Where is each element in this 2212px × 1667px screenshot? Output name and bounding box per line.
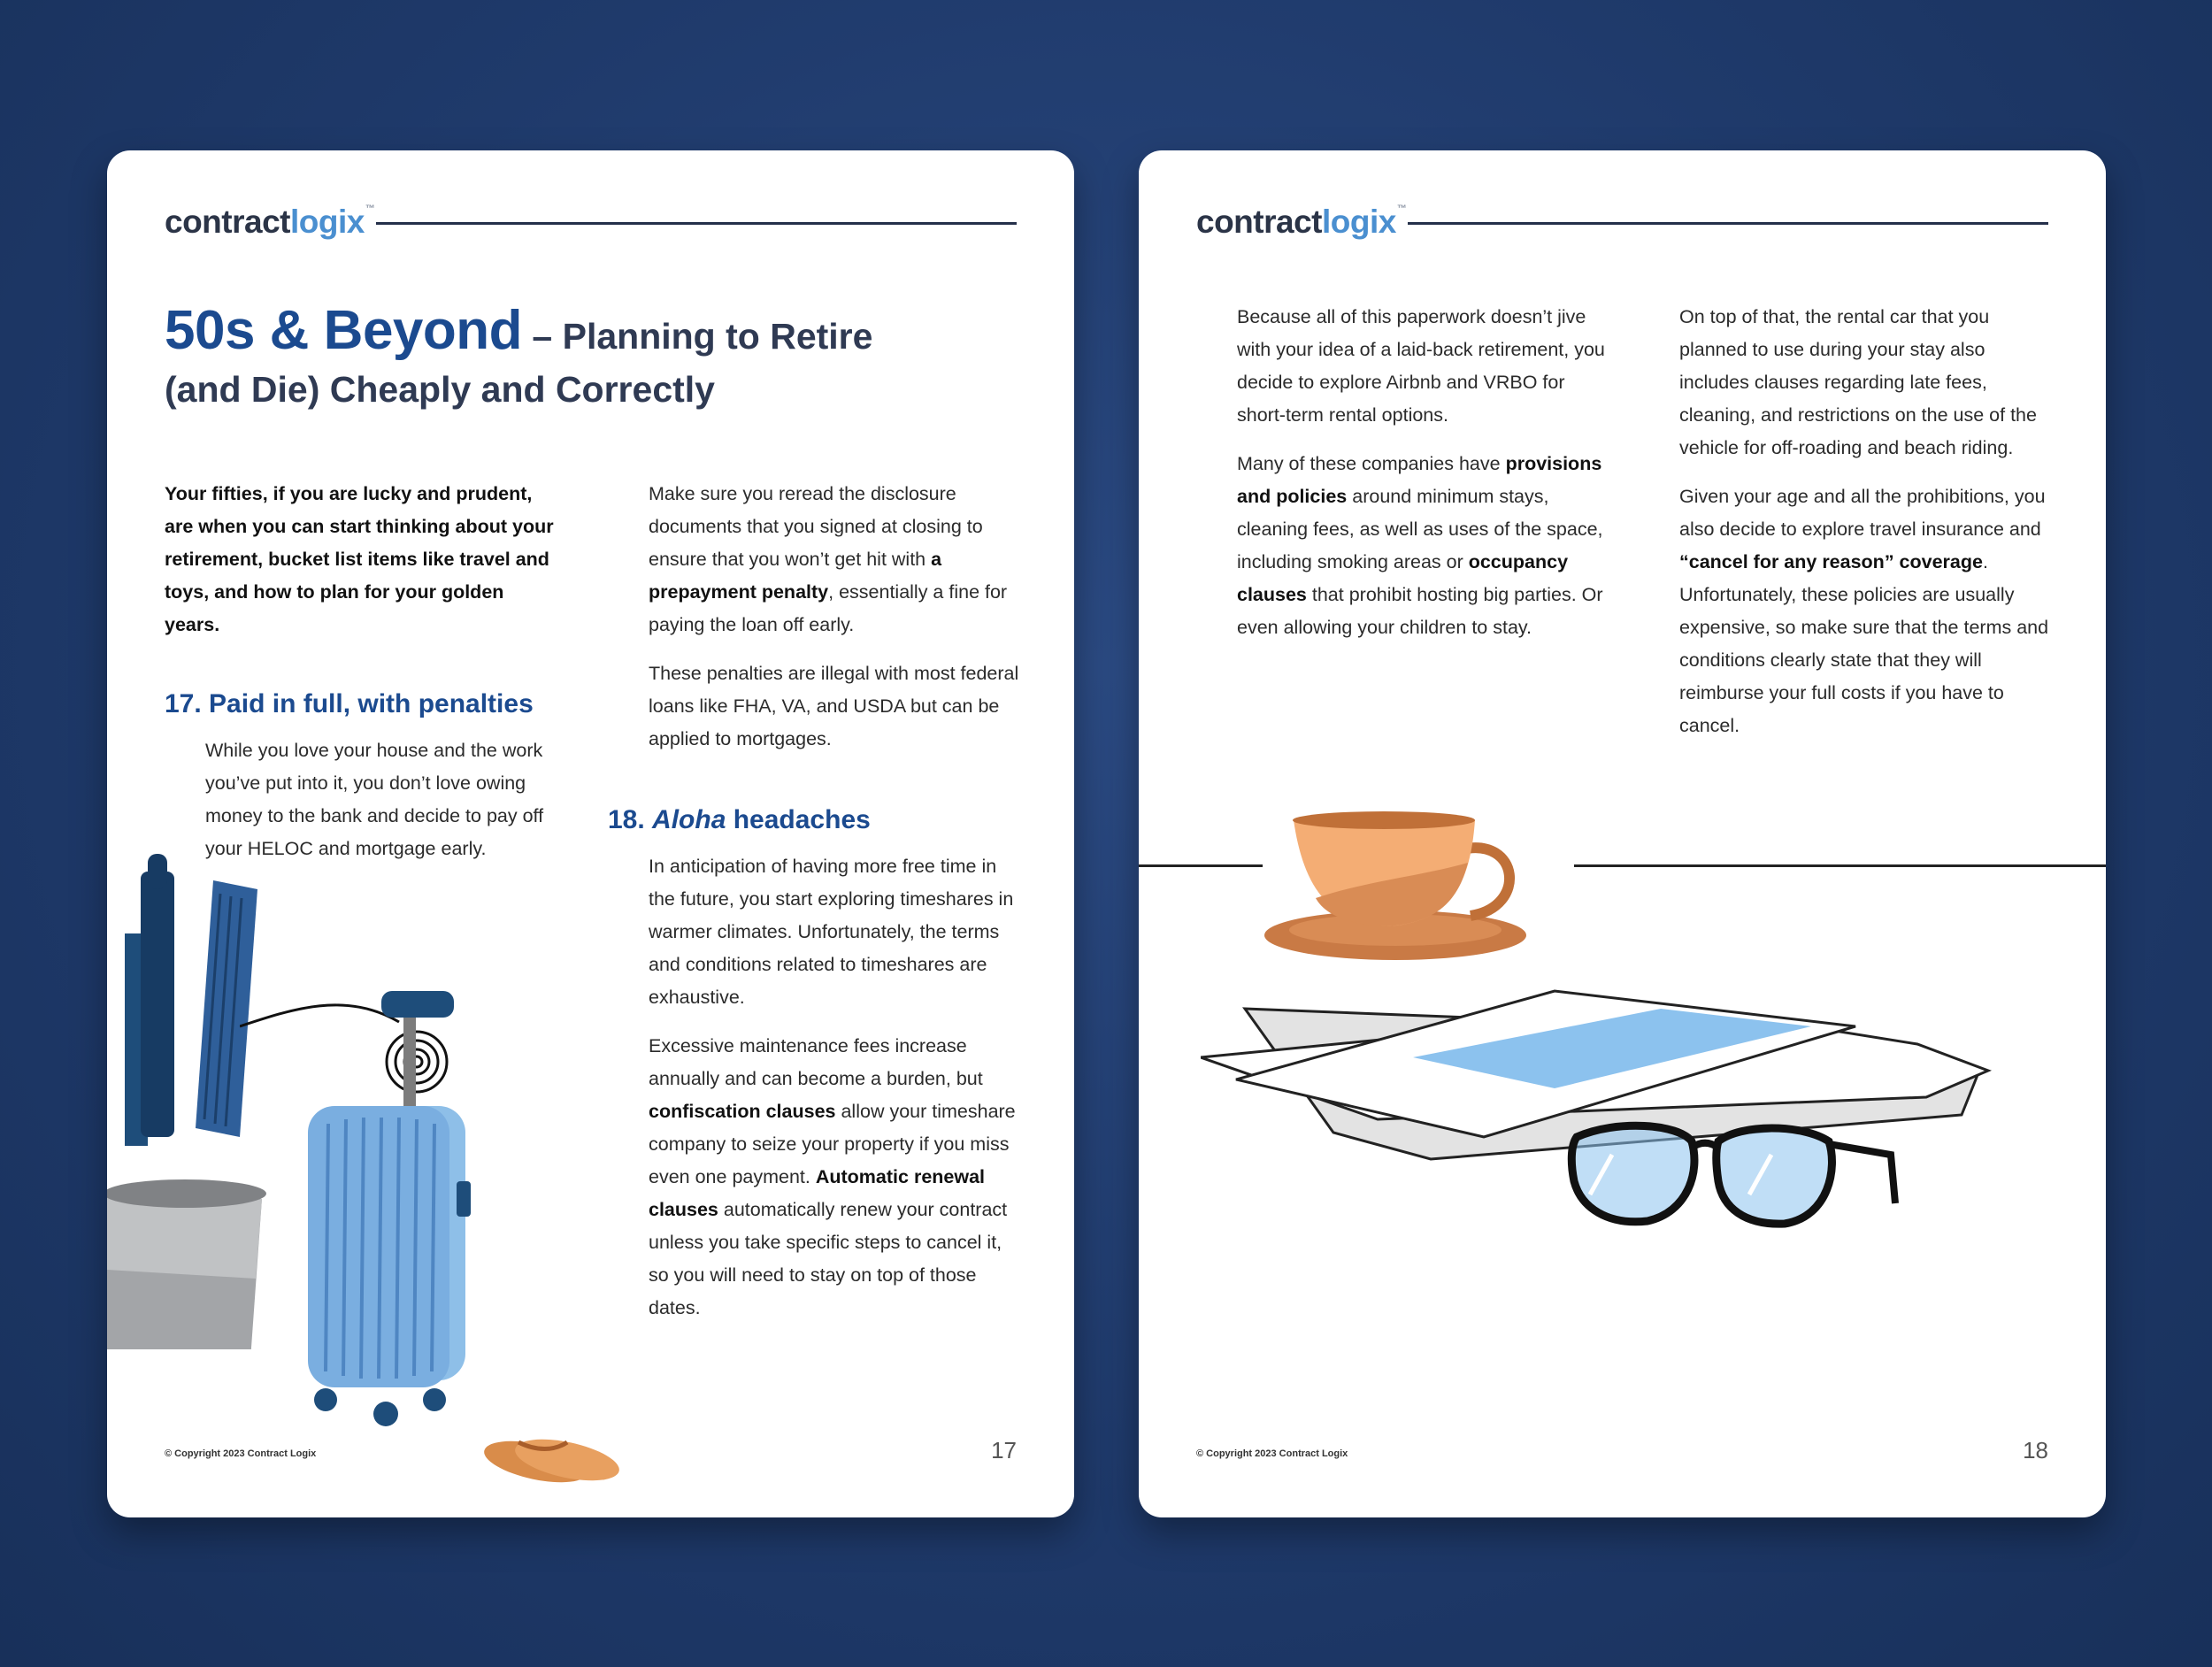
flip-flops-icon: [483, 1425, 625, 1495]
page-number: 18: [2023, 1437, 2048, 1463]
intro-paragraph: Your fifties, if you are lucky and prudent, are when you can start thinking about your retirement, bucket list items like travel and toys, and how to plan for your golden years.: [165, 483, 554, 635]
suitcase-icon: [306, 991, 483, 1433]
copyright: © Copyright 2023 Contract Logix: [1196, 1448, 1348, 1459]
title-line2: (and Die) Cheaply and Correctly: [165, 369, 715, 410]
fees-paragraph: Excessive maintenance fees increase annually and can become a burden, but confiscation clauses allow your timeshare company to seize your property if you miss even one payment. Automatic renewal clauses automatically renew your contract unless you take specific steps to cancel it, so you will need to stay on top of those dates.: [649, 1035, 1016, 1318]
insurance-paragraph: Given your age and all the prohibitions, you also decide to explore travel insurance and “cancel for any reason” coverage. Unfortunately, these policies are usually expensive, so make sure that the terms and conditions clearly state that they will reimburse your full costs if you have to cancel.: [1679, 486, 2049, 736]
title-sub: – Planning to Retire: [522, 316, 873, 357]
title-main: 50s & Beyond: [165, 300, 523, 361]
copyright: © Copyright 2023 Contract Logix: [165, 1448, 317, 1459]
right-column: [608, 478, 1020, 1341]
page-number: 17: [991, 1437, 1017, 1463]
page-17: [107, 150, 1074, 1517]
page-title: [165, 299, 961, 411]
coffee-cup-icon: [1263, 810, 1546, 969]
pen-cup-icon: [107, 854, 284, 1349]
page-18: [1139, 150, 2106, 1517]
header-rule: [1408, 222, 2048, 225]
brand-logo: contractlogix™: [165, 204, 375, 240]
left-column: [165, 478, 554, 881]
section-17-text: While you love your house and the work you’ve put into it, you don’t love owing money to the bank and decide to pay off your HELOC and mortgage early.: [205, 740, 544, 859]
header-rule: [376, 222, 1017, 225]
divider-left: [1139, 864, 1263, 867]
right-page-column-2: [1679, 301, 2051, 758]
policies-paragraph: Many of these companies have provisions and policies around minimum stays, cleaning fees, as well as uses of the space, including smoking areas or occupancy clauses that prohibit hosting big parties. Or even allowing your children to stay.: [1237, 453, 1603, 638]
divider-right: [1574, 864, 2106, 867]
disclosure-paragraph: Make sure you reread the disclosure documents that you signed at closing to ensure that you won’t get hit with a prepayment penalty, essentially a fine for paying the loan off early.: [649, 483, 1008, 635]
brand-logo: contractlogix™: [1196, 204, 1407, 240]
rental-car-paragraph: On top of that, the rental car that you planned to use during your stay also includes clauses regarding late fees, cleaning, and restrictions on the use of the vehicle for off-roading and beach riding.: [1679, 306, 2037, 458]
glasses-icon: [1563, 1119, 1917, 1252]
section-17-heading: 17. Paid in full, with penalties: [165, 689, 534, 718]
penalties-paragraph: These penalties are illegal with most federal loans like FHA, VA, and USDA but can be applied to mortgages.: [649, 663, 1019, 749]
rental-paragraph: Because all of this paperwork doesn’t jive with your idea of a laid-back retirement, you decide to explore Airbnb and VRBO for short-term rental options.: [1237, 306, 1605, 426]
right-page-column-1: [1237, 301, 1617, 660]
section-18-heading: 18. Aloha headaches: [608, 805, 871, 834]
timeshare-paragraph: In anticipation of having more free time in the future, you start exploring timeshares in warmer climates. Unfortunately, the terms and conditions related to timeshares are exhaustive.: [649, 856, 1014, 1008]
